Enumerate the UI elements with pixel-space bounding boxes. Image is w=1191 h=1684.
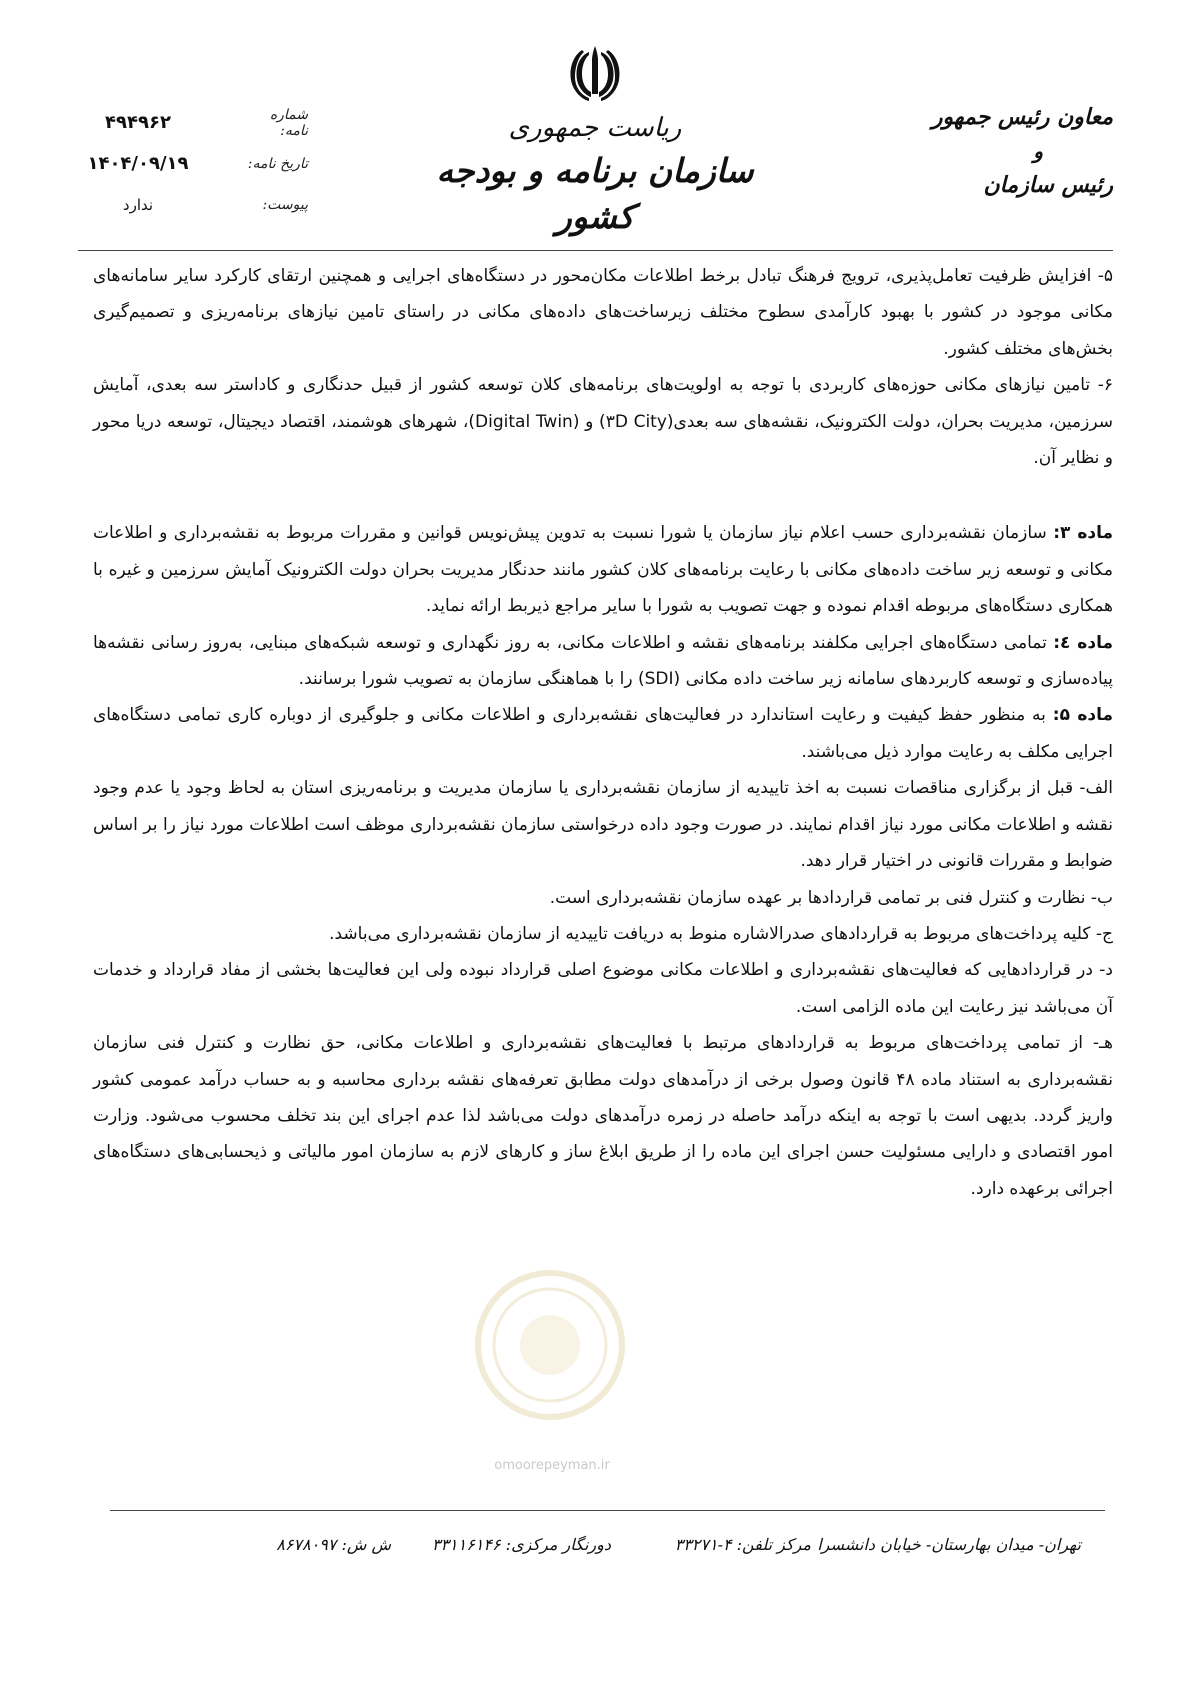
watermark-site: omoorepeyman.ir xyxy=(494,1458,610,1473)
organization-name xyxy=(400,108,790,240)
article-3 xyxy=(93,515,1113,624)
meta-date-label: تاریخ نامه: xyxy=(247,155,308,172)
meta-attachment-row xyxy=(78,184,308,225)
footer-divider xyxy=(110,1510,1105,1511)
title-vice-president: معاون رئیس جمهور xyxy=(931,104,1113,130)
article-3-text: سازمان نقشه‌برداری حسب اعلام نیاز سازمان یا شورا نسبت به تدوین پیش‌نویس قوانین و مقررات مربوط به نقشه‌برداری و اطلاعات مکانی و توسعه زیر ساخت داده‌های مکانی با رعایت برنامه‌های کلان کشور مانند حدنگار مدیریت بحران دولت الکترونیک آمایش سرزمین و غیره با همکاری دستگاه‌های مربوطه اقدام نموده و جهت تصویب به شورا با سایر مراجع ذیربط ارائه نماید. xyxy=(93,523,1113,617)
title-conjunction: و xyxy=(1033,139,1043,163)
item-he: هـ- از تمامی پرداخت‌های مربوط به قراردادهای مرتبط با فعالیت‌های نقشه‌برداری و اطلاعات مکانی، حق نظارت و کنترل فنی سازمان نقشه‌برداری به استناد ماده ۴۸ قانون وصول برخی از درآمدهای دولت مطابق تعرفه‌های نقشه برداری محاسبه و به حساب درآمد عمومی کشور واریز گردد. بدیهی است با توجه به اینکه درآمد حاصله در زمره درآمدهای دولت می‌باشد لذا عدم اجرای این بند تخلف محسوب می‌شود. وزارت امور اقتصادی و دارایی مسئولیت حسن اجرای این ماده را از طریق ابلاغ ساز و کارهای لازم به سازمان امور مالیاتی و ذیحسابی‌های دستگاه‌های اجرائی برعهده دارد. xyxy=(93,1033,1114,1199)
iran-emblem-icon xyxy=(565,42,625,104)
org-line-presidency: ریاست جمهوری xyxy=(508,113,682,143)
article-4-text: تمامی دستگاه‌های اجرایی مکلفند برنامه‌های نقشه و اطلاعات مکانی، به روز نگهداری و توسعه شبکه‌های مبنایی، به‌روز رسانی نقشه‌ها پیاده‌سازی و توسعه کاربردهای سامانه زیر ساخت داده مکانی (SDI) را با هماهنگی سازمان به تصویب شورا برسانند. xyxy=(93,632,1113,690)
article-5 xyxy=(93,697,1113,770)
footer-phone: مرکز تلفن: ۴-۳۳۲۷۱ xyxy=(674,1535,811,1554)
letter-metadata xyxy=(78,102,308,225)
meta-attachment-value: ندارد xyxy=(122,195,154,214)
paragraph-gap xyxy=(93,476,1113,515)
meta-date-value: ۱۴۰۴/۰۹/۱۹ xyxy=(87,153,189,174)
title-head-organization: رئیس سازمان xyxy=(983,172,1113,198)
org-line-plan-budget: سازمان برنامه و بودجه کشور xyxy=(436,151,754,236)
article-5-text: به منظور حفظ کیفیت و رعایت استاندارد در فعالیت‌های نقشه‌برداری و اطلاعات مکانی و جلوگیری از دوباره کاری تمامی دستگاه‌های اجرایی مکلف به رعایت موارد ذیل می‌باشند. xyxy=(93,705,1113,762)
item-be: ب- نظارت و کنترل فنی بر تمامی قراردادها بر عهده سازمان نقشه‌برداری است. xyxy=(549,887,1113,908)
footer-address: تهران- میدان بهارستان- خیابان دانشسرا xyxy=(817,1535,1081,1554)
footer-postal: ش ش: ۸۶۷۸۰۹۷ xyxy=(276,1535,391,1554)
header-divider xyxy=(78,250,1113,251)
signatory-title xyxy=(923,100,1113,202)
article-4 xyxy=(93,625,1113,698)
watermark-seal-icon xyxy=(470,1265,630,1425)
letter-body xyxy=(93,258,1113,1207)
footer-fax: دورنگار مرکزی: ۳۳۱۱۶۱۴۶ xyxy=(431,1535,611,1554)
meta-attachment-label: پیوست: xyxy=(262,196,308,213)
article-4-title: ماده ٤: xyxy=(1053,632,1113,653)
meta-date-row xyxy=(78,143,308,184)
meta-number-row xyxy=(78,102,308,143)
clause-6: ۶- تامین نیازهای مکانی حوزه‌های کاربردی با توجه به اولویت‌های برنامه‌های کلان توسعه کشور از قبیل حدنگاری و کاداستر سه بعدی، آمایش سرزمین، مدیریت بحران، دولت الکترونیک، نقشه‌های سه بعدی(۳D City) و (Digital Twin)، شهرهای هوشمند، اقتصاد دیجیتال، توسعه دریا محور و نظایر آن. xyxy=(93,375,1113,469)
item-alef: الف- قبل از برگزاری مناقصات نسبت به اخذ تاییدیه از سازمان نقشه‌برداری یا سازمان مدیریت و برنامه‌ریزی استان به لحاظ وجود یا عدم وجود نقشه و اطلاعات مکانی مورد نیاز اقدام نمایند. در صورت وجود داده درخواستی سازمان نقشه‌برداری موظف است اطلاعات مورد نیاز را بر اساس ضوابط و مقررات قانونی در اختیار قرار دهد. xyxy=(93,778,1113,872)
letter-footer xyxy=(86,1525,1081,1565)
clause-5: ۵- افزایش ظرفیت تعامل‌پذیری، ترویج فرهنگ تبادل برخط اطلاعات مکان‌محور در دستگاه‌های اجرایی و همچنین ارتقای کارکرد سایر سامانه‌های مکانی موجود در کشور با بهبود کارآمدی سطوح مختلف زیرساخت‌های داده‌های مکانی در راستای تامین نیازهای برنامه‌ریزی و تصمیم‌گیری بخش‌های مختلف کشور. xyxy=(93,266,1113,359)
item-jim: ج- کلیه پرداخت‌های مربوط به قراردادهای صدرالاشاره منوط به دریافت تاییدیه از سازمان نقشه‌برداری می‌باشد. xyxy=(329,923,1113,944)
item-dal: د- در قراردادهایی که فعالیت‌های نقشه‌برداری و اطلاعات مکانی موضوع اصلی قرارداد نبوده ولی این فعالیت‌ها بخشی از مفاد قرارداد و خدمات آن می‌باشد نیز رعایت این ماده الزامی است. xyxy=(93,960,1113,1017)
article-5-title: ماده ۵: xyxy=(1052,705,1114,726)
article-3-title: ماده ۳: xyxy=(1053,523,1114,544)
meta-number-value: ۴۹۴۹۶۲ xyxy=(105,112,171,133)
meta-number-label: شماره نامه: xyxy=(269,106,308,139)
